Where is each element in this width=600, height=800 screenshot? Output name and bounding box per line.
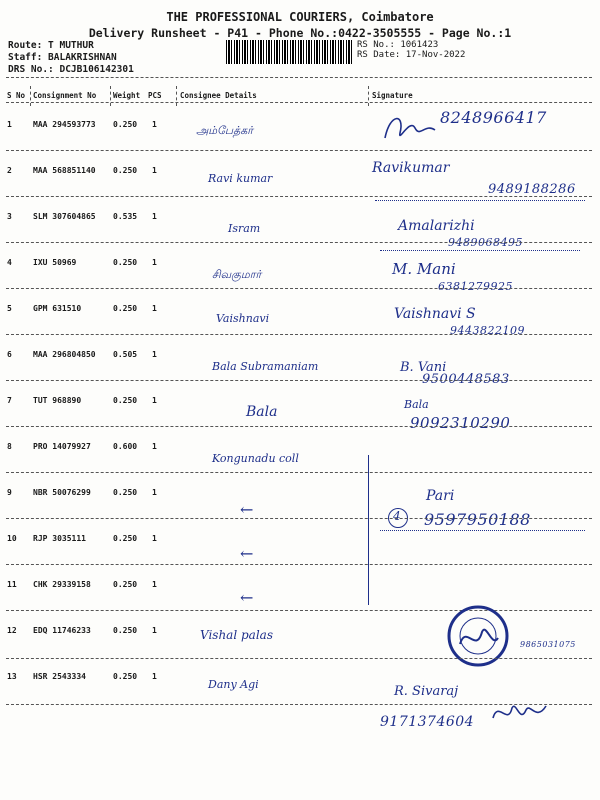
row-pcs: 1	[152, 672, 157, 681]
column-separator	[30, 86, 31, 106]
row-consignment: PRO 14079927	[33, 442, 91, 451]
row-sno: 2	[7, 166, 12, 175]
row-consignment: GPM 631510	[33, 304, 82, 313]
consignee-phone: 9092310290	[410, 414, 511, 432]
row-sno: 13	[7, 672, 17, 681]
row-weight: 0.250	[113, 580, 138, 589]
signature-text: R. Sivaraj	[394, 684, 459, 699]
row-divider	[6, 564, 592, 565]
row-pcs: 1	[152, 212, 157, 221]
row-pcs: 1	[152, 580, 157, 589]
row-weight: 0.505	[113, 350, 138, 359]
consignee-phone: 9500448583	[422, 372, 510, 387]
row-weight: 0.250	[113, 120, 138, 129]
row-sno: 8	[7, 442, 12, 451]
row-divider	[6, 380, 592, 381]
row-consignment: NBR 50076299	[33, 488, 91, 497]
consignee-name: ←	[240, 544, 254, 563]
row-weight: 0.250	[113, 166, 138, 175]
row-weight: 0.535	[113, 212, 138, 221]
row-divider	[6, 150, 592, 151]
consignee-name: ←	[240, 500, 254, 519]
column-separator	[176, 86, 177, 106]
consignee-name: Dany Agi	[208, 678, 259, 691]
consignee-phone: 8248966417	[440, 108, 547, 127]
consignee-phone: 9171374604	[380, 714, 475, 730]
drs-number: DRS No.: DCJB106142301	[8, 64, 134, 75]
column-separator	[368, 86, 369, 106]
signature-line	[380, 530, 585, 531]
row-divider	[6, 658, 592, 659]
row-sno: 11	[7, 580, 17, 589]
row-pcs: 1	[152, 626, 157, 635]
signature-text: Vaishnavi S	[394, 306, 476, 322]
row-consignment: MAA 294593773	[33, 120, 96, 129]
row-consignment: RJP 3035111	[33, 534, 86, 543]
col-signature: Signature	[372, 91, 413, 100]
signature-text: Amalarizhi	[398, 218, 475, 234]
col-consignment: Consignment No	[33, 91, 97, 100]
route-label: Route: T MUTHUR	[8, 40, 94, 51]
row-sno: 9	[7, 488, 12, 497]
row-pcs: 1	[152, 258, 157, 267]
handwritten-bracket-line	[368, 455, 369, 605]
count-marker-text: 4	[393, 509, 401, 523]
signature-line	[380, 250, 580, 251]
consignee-phone: 9489188286	[488, 182, 576, 197]
row-weight: 0.250	[113, 258, 138, 267]
row-weight: 0.600	[113, 442, 138, 451]
row-divider	[6, 242, 592, 243]
row-divider	[6, 518, 592, 519]
row-divider	[6, 334, 592, 335]
row-sno: 5	[7, 304, 12, 313]
row-sno: 12	[7, 626, 17, 635]
signature-text: Pari	[426, 488, 455, 504]
consignee-name: Bala	[246, 404, 278, 420]
row-consignment: MAA 296804850	[33, 350, 96, 359]
row-weight: 0.250	[113, 534, 138, 543]
handwritten-signature	[490, 698, 550, 728]
signature-text: B. Vani	[400, 360, 447, 375]
row-pcs: 1	[152, 350, 157, 359]
consignee-name: Bala Subramaniam	[212, 360, 319, 373]
consignee-name: அம்பேத்கர்	[196, 124, 254, 137]
row-pcs: 1	[152, 304, 157, 313]
consignee-name: Isram	[228, 222, 261, 235]
staff-label: Staff: BALAKRISHNAN	[8, 52, 117, 63]
handwritten-signature	[380, 108, 440, 148]
runsheet-subtitle: Delivery Runsheet - P41 - Phone No.:0422-3505555 - Page No.:1	[88, 26, 512, 40]
row-pcs: 1	[152, 442, 157, 451]
company-title: THE PROFESSIONAL COURIERS, Coimbatore	[166, 10, 434, 24]
row-weight: 0.250	[113, 396, 138, 405]
consignee-name: ←	[240, 588, 254, 607]
col-sno: S No	[7, 91, 26, 100]
header-divider	[6, 77, 592, 78]
rs-number: RS No.: 1061423	[357, 40, 439, 50]
row-divider	[6, 704, 592, 705]
consignee-name: சிவகுமார்	[212, 268, 262, 281]
row-weight: 0.250	[113, 304, 138, 313]
consignee-phone: 9489068495	[448, 236, 523, 249]
signature-text: M. Mani	[392, 260, 456, 278]
row-divider	[6, 196, 592, 197]
consignee-phone: 9597950188	[424, 510, 531, 529]
row-sno: 10	[7, 534, 17, 543]
row-consignment: TUT 968890	[33, 396, 82, 405]
row-divider	[6, 472, 592, 473]
consignee-phone: 9865031075	[520, 640, 576, 649]
row-consignment: HSR 2543334	[33, 672, 86, 681]
barcode-image	[226, 40, 352, 64]
row-consignment: EDQ 11746233	[33, 626, 91, 635]
row-pcs: 1	[152, 534, 157, 543]
row-sno: 4	[7, 258, 12, 267]
consignee-phone: 6381279925	[438, 280, 513, 293]
row-consignment: CHK 29339158	[33, 580, 91, 589]
row-weight: 0.250	[113, 626, 138, 635]
signature-line	[375, 200, 585, 201]
row-consignment: MAA 568851140	[33, 166, 96, 175]
row-pcs: 1	[152, 120, 157, 129]
row-weight: 0.250	[113, 672, 138, 681]
row-consignment: IXU 50969	[33, 258, 77, 267]
row-pcs: 1	[152, 488, 157, 497]
row-pcs: 1	[152, 396, 157, 405]
row-divider	[6, 288, 592, 289]
row-sno: 3	[7, 212, 12, 221]
rs-date: RS Date: 17-Nov-2022	[357, 50, 466, 60]
signature-text: Bala	[404, 398, 429, 411]
row-consignment: SLM 307604865	[33, 212, 96, 221]
row-weight: 0.250	[113, 488, 138, 497]
row-sno: 6	[7, 350, 12, 359]
column-header-divider	[6, 102, 592, 103]
row-sno: 7	[7, 396, 12, 405]
consignee-name: Kongunadu coll	[212, 452, 299, 465]
col-pcs: PCS	[148, 91, 162, 100]
signature-text: Ravikumar	[372, 160, 450, 176]
column-separator	[110, 86, 111, 106]
consignee-name: Vishal palas	[200, 628, 273, 642]
consignee-name: Vaishnavi	[216, 312, 270, 325]
row-pcs: 1	[152, 166, 157, 175]
col-weight: Weight	[113, 91, 141, 100]
col-details: Consignee Details	[180, 91, 257, 100]
consignee-phone: 9443822109	[450, 324, 525, 337]
row-sno: 1	[7, 120, 12, 129]
row-divider	[6, 426, 592, 427]
consignee-name: Ravi kumar	[208, 172, 273, 185]
